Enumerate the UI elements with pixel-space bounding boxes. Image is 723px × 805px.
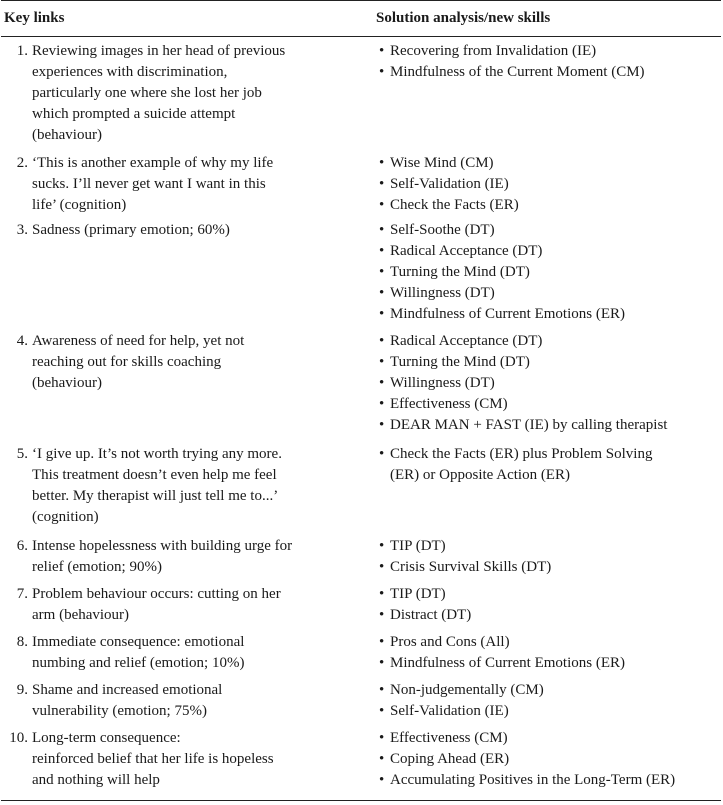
row-number: 9. (16, 682, 28, 698)
key-link-cell (0, 220, 372, 331)
bullet-icon: • (379, 559, 385, 575)
skill-text: Willingness (DT) (390, 285, 495, 301)
bullet-icon: • (379, 446, 385, 462)
bullet-icon: • (379, 333, 385, 349)
key-link-text: Awareness of need for help, yet not reaching out for skills coaching (behaviour) (32, 333, 245, 391)
skill-text: Check the Facts (ER) (390, 197, 519, 213)
skill-text: Turning the Mind (DT) (390, 264, 530, 280)
skill-text: Recovering from Invalidation (IE) (390, 43, 597, 59)
skill-text: Self-Validation (IE) (390, 176, 509, 192)
skill-text: TIP (DT) (390, 538, 446, 554)
bullet-icon: • (379, 607, 385, 623)
skills-cell (372, 680, 544, 728)
skill-item (376, 557, 551, 578)
skill-text: Effectiveness (CM) (390, 396, 508, 412)
bullet-icon: • (379, 197, 385, 213)
key-link-text: Reviewing images in her head of previous experiences with discrimination, particularly one where she lost her job which prompted a suicide attempt (behaviour) (32, 43, 286, 143)
skill-item (376, 41, 645, 62)
row-number: 4. (16, 333, 28, 349)
skill-item (376, 632, 625, 653)
skills-cell (372, 153, 519, 218)
skill-text: Mindfulness of Current Emotions (ER) (390, 306, 625, 322)
row-number: 10. (9, 730, 28, 746)
bullet-icon: • (379, 306, 385, 322)
key-link-text: Problem behaviour occurs: cutting on her arm (behaviour) (32, 586, 281, 623)
key-link-text: ‘This is another example of why my life sucks. I’ll never get want I want in this life’ (cognition) (32, 155, 274, 213)
bullet-icon: • (379, 655, 385, 671)
skill-item (376, 262, 625, 283)
skill-text: Willingness (DT) (390, 375, 495, 391)
table-body (0, 37, 723, 800)
bullet-icon: • (379, 285, 385, 301)
bullet-icon: • (379, 222, 385, 238)
bullet-icon: • (379, 417, 385, 433)
skill-item (376, 680, 544, 701)
key-link-cell (0, 153, 372, 218)
key-link-text: Intense hopelessness with building urge for relief (emotion; 90%) (32, 538, 293, 575)
skill-item (376, 373, 667, 394)
header-solutions: Solution analysis/new skills (376, 10, 551, 26)
table-header (0, 1, 723, 36)
key-link-cell (0, 331, 372, 444)
key-link-cell (0, 444, 372, 536)
row-number: 5. (16, 446, 28, 462)
bullet-icon: • (379, 43, 385, 59)
key-link-text: Sadness (primary emotion; 60%) (32, 222, 230, 238)
key-link-cell (0, 536, 372, 584)
skill-text: Non-judgementally (CM) (390, 682, 544, 698)
skill-item (376, 605, 471, 626)
skill-item (376, 304, 625, 325)
skill-item (376, 728, 675, 749)
table-row (0, 444, 723, 536)
bullet-icon: • (379, 634, 385, 650)
bullet-icon: • (379, 772, 385, 788)
bullet-icon: • (379, 64, 385, 80)
bullet-icon: • (379, 396, 385, 412)
bullet-icon: • (379, 751, 385, 767)
table-row (0, 728, 723, 800)
table-row (0, 632, 723, 680)
skill-text: Turning the Mind (DT) (390, 354, 530, 370)
row-number: 1. (16, 43, 28, 59)
skill-item (376, 415, 667, 436)
bullet-icon: • (379, 375, 385, 391)
skill-text: DEAR MAN + FAST (IE) by calling therapist (390, 417, 668, 433)
skills-cell (372, 728, 675, 800)
skill-item (376, 536, 551, 557)
skill-text: Radical Acceptance (DT) (390, 333, 543, 349)
skill-item (376, 584, 471, 605)
table-row (0, 218, 723, 331)
skill-item (376, 153, 519, 174)
key-link-cell (0, 41, 372, 152)
skills-cell (372, 220, 625, 331)
row-number: 2. (16, 155, 28, 171)
skill-text: Accumulating Positives in the Long-Term (ER) (390, 772, 676, 788)
skill-item (376, 195, 519, 216)
bullet-icon: • (379, 155, 385, 171)
table-row (0, 152, 723, 218)
key-link-text: Long-term consequence: reinforced belief that her life is hopeless and nothing will help (32, 730, 274, 788)
skill-item (376, 394, 667, 415)
bullet-icon: • (379, 682, 385, 698)
table-row (0, 680, 723, 728)
key-link-cell (0, 680, 372, 728)
table-row (0, 37, 723, 152)
skills-cell (372, 41, 645, 152)
skill-item (376, 352, 667, 373)
skill-text: Check the Facts (ER) plus Problem Solving (ER) or Opposite Action (ER) (390, 446, 653, 483)
skill-item (376, 701, 544, 722)
key-link-text: Shame and increased emotional vulnerability (emotion; 75%) (32, 682, 223, 719)
bullet-icon: • (379, 354, 385, 370)
skill-item (376, 770, 675, 791)
skill-item (376, 241, 625, 262)
skill-text: Self-Soothe (DT) (390, 222, 495, 238)
header-key-links: Key links (4, 10, 65, 26)
table-row (0, 584, 723, 632)
skills-cell (372, 632, 625, 680)
skills-cell (372, 536, 551, 584)
skill-text: Wise Mind (CM) (390, 155, 494, 171)
key-link-text: Immediate consequence: emotional numbing and relief (emotion; 10%) (32, 634, 245, 671)
row-number: 7. (16, 586, 28, 602)
skill-text: Mindfulness of the Current Moment (CM) (390, 64, 645, 80)
bullet-icon: • (379, 264, 385, 280)
bullet-icon: • (379, 243, 385, 259)
key-link-text: ‘I give up. It’s not worth trying any more. This treatment doesn’t even help me feel better. My therapist will just tell me to...’ (cognition) (32, 446, 282, 525)
skill-item (376, 283, 625, 304)
key-link-cell (0, 584, 372, 632)
bullet-icon: • (379, 538, 385, 554)
bullet-icon: • (379, 703, 385, 719)
skills-cell (372, 331, 667, 444)
skill-item (376, 331, 667, 352)
key-link-cell (0, 728, 372, 800)
skill-text: Mindfulness of Current Emotions (ER) (390, 655, 625, 671)
row-number: 8. (16, 634, 28, 650)
skill-text: Crisis Survival Skills (DT) (390, 559, 552, 575)
skill-text: Radical Acceptance (DT) (390, 243, 543, 259)
skill-text: Pros and Cons (All) (390, 634, 510, 650)
row-number: 3. (16, 222, 28, 238)
skill-text: Effectiveness (CM) (390, 730, 508, 746)
skill-item (376, 174, 519, 195)
bottom-rule (1, 800, 721, 801)
skill-item (376, 653, 625, 674)
skill-item (376, 749, 675, 770)
table-row (0, 536, 723, 584)
skill-text: Coping Ahead (ER) (390, 751, 510, 767)
skill-text: Distract (DT) (390, 607, 472, 623)
bullet-icon: • (379, 176, 385, 192)
skills-cell (372, 584, 471, 632)
row-number: 6. (16, 538, 28, 554)
skill-text: TIP (DT) (390, 586, 446, 602)
skill-item (376, 220, 625, 241)
table-row (0, 331, 723, 444)
skill-item (376, 62, 645, 83)
skills-cell (372, 444, 652, 536)
skill-text: Self-Validation (IE) (390, 703, 509, 719)
bullet-icon: • (379, 586, 385, 602)
bullet-icon: • (379, 730, 385, 746)
key-link-cell (0, 632, 372, 680)
skill-item (376, 444, 652, 486)
